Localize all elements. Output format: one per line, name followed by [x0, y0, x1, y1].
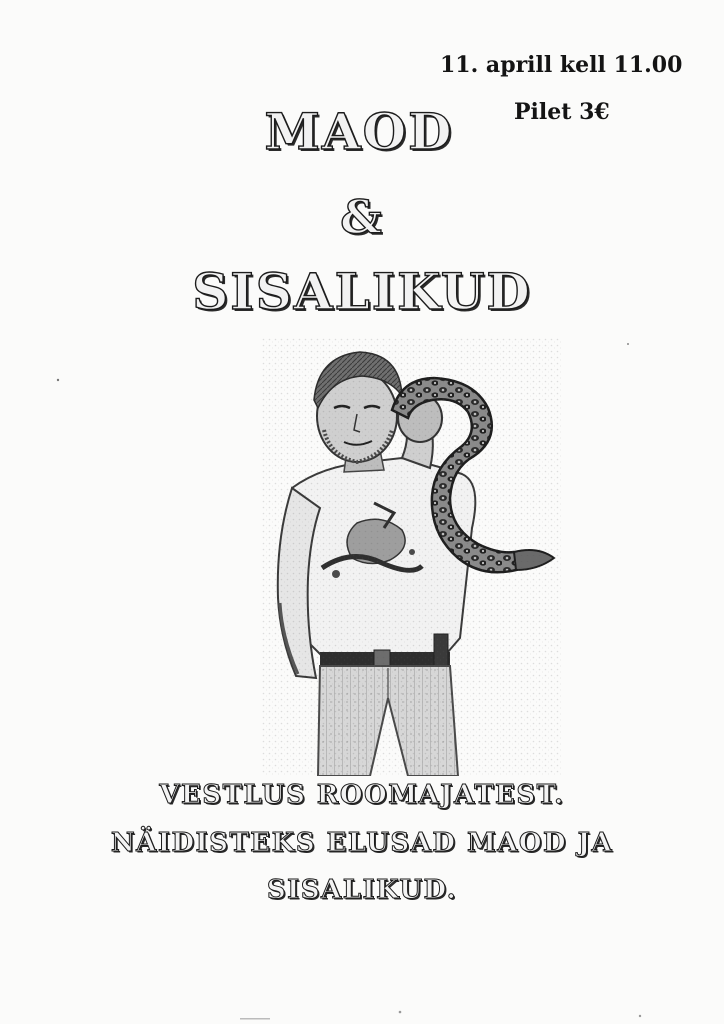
title-ampersand: & — [340, 190, 384, 244]
title-maod: MAOD — [264, 102, 454, 161]
ticket-price: Pilet 3€ — [514, 99, 610, 125]
title-sisalikud: SISALIKUD — [192, 262, 532, 321]
event-date-time: 11. aprill kell 11.00 — [440, 52, 683, 78]
man-with-snake-photo — [262, 338, 562, 776]
description-line-3: SISALIKUD. — [266, 875, 458, 905]
description-line-1: VESTLUS ROOMAJATEST. — [159, 780, 565, 810]
description-line-2: NÄIDISTEKS ELUSAD MAOD JA — [110, 828, 614, 858]
